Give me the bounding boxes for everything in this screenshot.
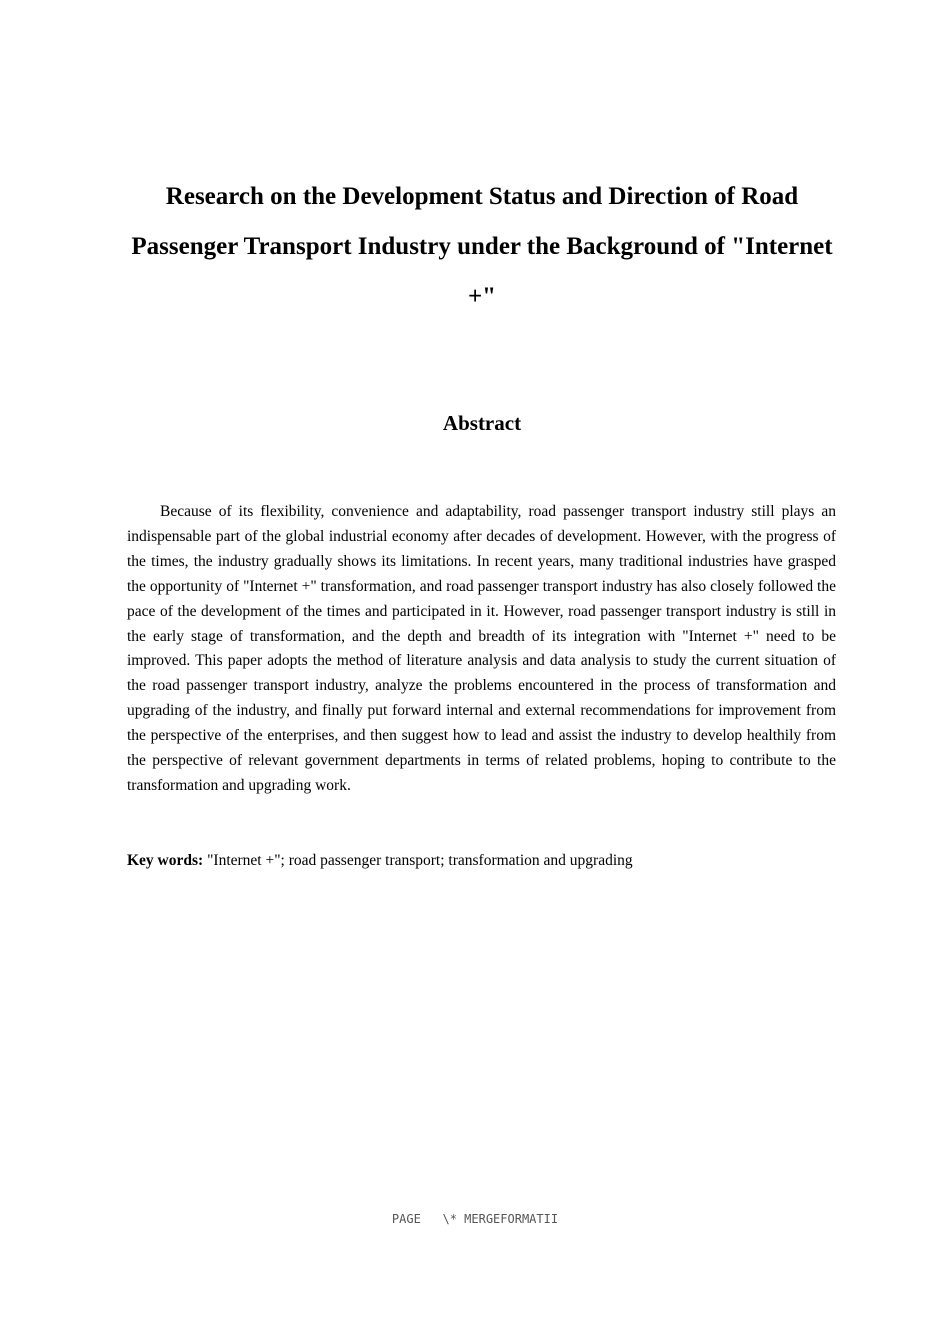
keywords-label: Key words: xyxy=(127,852,204,869)
keywords-line xyxy=(127,849,836,873)
keywords-text: "Internet +"; road passenger transport; transformation and upgrading xyxy=(203,852,633,869)
abstract-heading: Abstract xyxy=(442,411,522,435)
page-footer-field-code: PAGE \* MERGEFORMATII xyxy=(391,1212,559,1226)
paper-title: Research on the Development Status and Direction of Road Passenger Transport Industry under the Background of "Internet +" xyxy=(131,183,833,310)
abstract-body: Because of its flexibility, convenience and adaptability, road passenger transport industry still plays an indispensable part of the global industrial economy after decades of development. However, with the progress of the times, the industry gradually shows its limitations. In recent years, many traditional industries have grasped the opportunity of "Internet +" transformation, and road passenger transport industry has also closely followed the pace of the development of the times and participated in it. However, road passenger transport industry is still in the early stage of transformation, and the depth and breadth of its integration with "Internet +" need to be improved. This paper adopts the method of literature analysis and data analysis to study the current situation of the road passenger transport industry, analyze the problems encountered in the process of transformation and upgrading of the industry, and finally put forward internal and external recommendations for improvement from the perspective of the enterprises, and then suggest how to lead and assist the industry to develop healthily from the perspective of relevant government departments in terms of related problems, hoping to contribute to the transformation and upgrading work. xyxy=(127,503,836,794)
